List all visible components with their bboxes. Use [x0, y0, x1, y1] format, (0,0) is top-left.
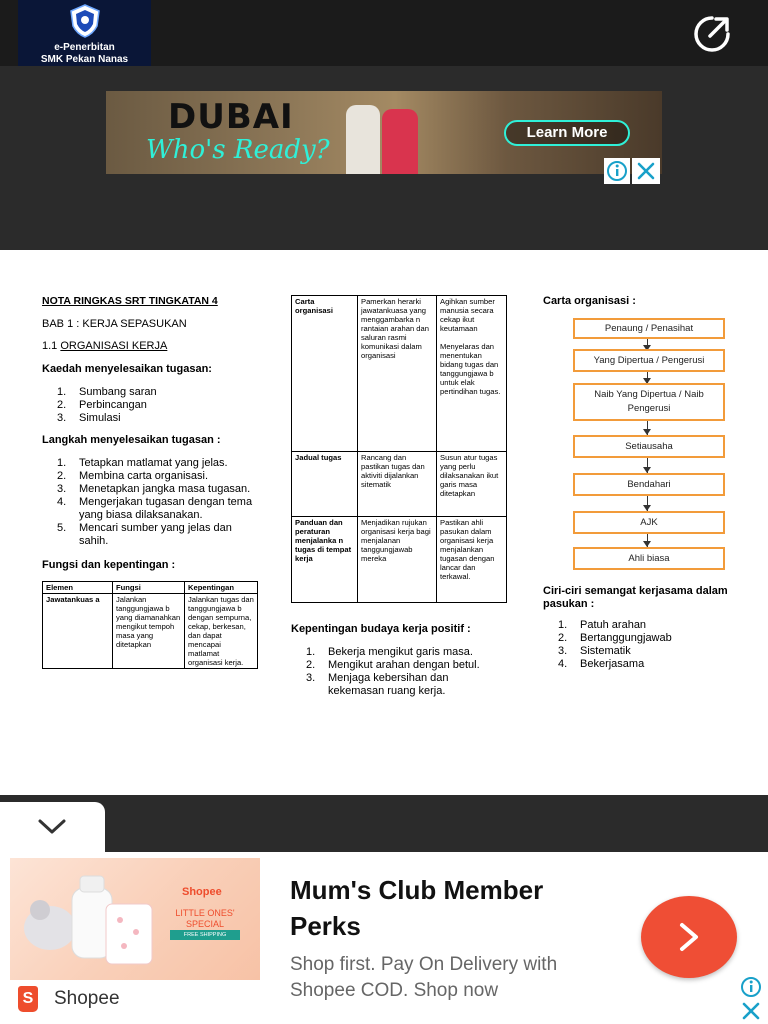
table-cell: Jadual tugas [292, 452, 358, 517]
ad-product-image[interactable] [10, 858, 260, 980]
chevron-right-icon [675, 921, 703, 953]
chevron-down-icon [37, 818, 67, 836]
list-item: 2. Bertanggungjawab [558, 632, 672, 644]
list-item: 2. Membina carta organisasi. [57, 470, 209, 482]
ad-body-text[interactable]: Shop first. Pay On Delivery with Shopee COD. Shop now [290, 954, 558, 1001]
ad-brand: DUBAI [168, 97, 294, 137]
spirit-list [543, 619, 743, 671]
table-cell: Jalankan tugas dan tanggungjawa b dengan sempurna, cekap, berkesan, dan dapat mencapai matlamat organisasi kerja. [185, 594, 258, 669]
share-external-icon[interactable] [690, 12, 734, 56]
table-cell: Agihkan sumber manusia secara cekap ikut keutamaan Menyelaras dan menentukan bidang tugas dan tanggungjawa b untuk elak pertindihan tugas. [437, 296, 507, 452]
image-campaign-line2: SPECIAL [185, 919, 225, 929]
col-header: Elemen [43, 582, 113, 594]
image-campaign-text [170, 908, 240, 930]
org-chart-box: Bendahari [573, 473, 725, 496]
methods-list [42, 386, 262, 425]
table-cell: Rancang dan pastikan tugas dan aktiviti dijalankan sitematik [358, 452, 437, 517]
learn-more-button[interactable]: Learn More [504, 120, 630, 146]
ad-person-woman [382, 109, 418, 174]
close-icon[interactable] [740, 1000, 762, 1022]
list-item: 1. Patuh arahan [558, 619, 647, 631]
section-heading [42, 340, 167, 352]
list-item: 1. Sumbang saran [57, 386, 157, 398]
section-number: 1.1 [42, 340, 61, 352]
logo-line1: e-Penerbitan [54, 42, 115, 53]
image-brand-tag: Shopee [182, 886, 222, 898]
ad-tagline: Who's Ready? [146, 135, 330, 165]
culture-heading: Kepentingan budaya kerja positif : [291, 623, 471, 635]
list-item: 3. Menjaga kebersihan dan kekemasan ruang kerja. [306, 672, 449, 697]
top-bar [0, 0, 768, 66]
ad-collapse-strip [0, 795, 768, 852]
table-cell: Panduan dan peraturan menjalanka n tugas di tempat kerja [292, 517, 358, 603]
list-item: 2. Mengikut arahan dengan betul. [306, 659, 480, 671]
col-header: Kepentingan [185, 582, 258, 594]
culture-list [291, 646, 501, 698]
col-header: Fungsi [113, 582, 185, 594]
steps-list [42, 457, 262, 548]
table-row [292, 452, 507, 517]
table-header-row [43, 582, 258, 594]
functions-table [42, 581, 258, 669]
shopee-bag-icon: S [18, 986, 38, 1012]
table-cell: Menjadikan rujukan organisasi kerja bagi menjalanan tanggungjawab mereka [358, 517, 437, 603]
org-chart-heading: Carta organisasi : [543, 295, 636, 307]
list-item: 4. Bekerjasama [558, 658, 645, 670]
methods-heading: Kaedah menyelesaikan tugasan: [42, 363, 212, 375]
table-cell: Jalankan tanggungjawa b yang diamanahkan mengikut tempoh masa yang ditetapkan [113, 594, 185, 669]
list-item: 3. Menetapkan jangka masa tugasan. [57, 483, 251, 495]
org-chart-box: Yang Dipertua / Pengerusi [573, 349, 725, 372]
list-item: 1. Tetapkan matlamat yang jelas. [57, 457, 228, 469]
advertiser-name: Shopee [54, 988, 120, 1009]
table-row [292, 517, 507, 603]
functions-table-continued [291, 295, 507, 603]
list-item: 3. Simulasi [57, 412, 121, 424]
collapse-ad-button[interactable] [0, 802, 105, 852]
list-item: 3. Sistematik [558, 645, 631, 657]
logo-line2: SMK Pekan Nanas [40, 54, 129, 65]
list-item: 4. Mengerjakan tugasan dengan tema yang biasa dilaksanakan. [57, 496, 253, 521]
org-chart-box: Setiausaha [573, 435, 725, 458]
close-icon[interactable] [632, 158, 660, 184]
table-cell: Carta organisasi [292, 296, 358, 452]
free-shipping-badge: FREE SHIPPING [170, 930, 240, 940]
info-icon[interactable] [604, 158, 630, 184]
dubai-ad-banner[interactable] [106, 91, 662, 174]
chapter-heading: BAB 1 : KERJA SEPASUKAN [42, 318, 187, 330]
spirit-heading: Ciri-ciri semangat kerjasama dalam pasukan : [543, 585, 728, 610]
table-cell: Pastikan ahli pasukan dalam organisasi kerja menjalankan tugasan dengan lancar dan terkawal. [437, 517, 507, 603]
table-cell: Susun atur tugas yang perlu dilaksanakan ikut garis masa ditetapkan [437, 452, 507, 517]
org-chart-box: Penaung / Penasihat [573, 318, 725, 339]
steps-heading: Langkah menyelesaikan tugasan : [42, 434, 221, 446]
table-cell: Pamerkan herarki jawatankuasa yang menggambarka n rantaian arahan dan saluran rasmi komunikasi dalam organisasi [358, 296, 437, 452]
ad-person-man [346, 105, 380, 174]
table-row [43, 594, 258, 669]
bottom-ad[interactable] [0, 852, 768, 1024]
image-campaign-line1: LITTLE ONES' [175, 908, 235, 918]
table-row [292, 296, 507, 452]
ad-open-button[interactable] [641, 896, 737, 978]
document-title: NOTA RINGKAS SRT TINGKATAN 4 [42, 295, 218, 307]
org-chart-box: Naib Yang Dipertua / Naib Pengerusi [573, 383, 725, 421]
table-cell: Jawatankuas a [43, 594, 113, 669]
functions-heading: Fungsi dan kepentingan : [42, 559, 176, 571]
school-crest-icon [69, 4, 101, 38]
info-icon[interactable] [738, 974, 764, 1000]
top-ad-area [0, 66, 768, 250]
section-title: ORGANISASI KERJA [60, 340, 168, 352]
list-item: 1. Bekerja mengikut garis masa. [306, 646, 473, 658]
list-item: 2. Perbincangan [57, 399, 147, 411]
document-page [0, 250, 768, 795]
org-chart-box: AJK [573, 511, 725, 534]
org-chart-box: Ahli biasa [573, 547, 725, 570]
list-item: 5. Mencari sumber yang jelas dan sahih. [57, 522, 232, 547]
ad-headline[interactable]: Mum's Club Member Perks [290, 875, 544, 941]
site-logo[interactable] [18, 0, 151, 66]
